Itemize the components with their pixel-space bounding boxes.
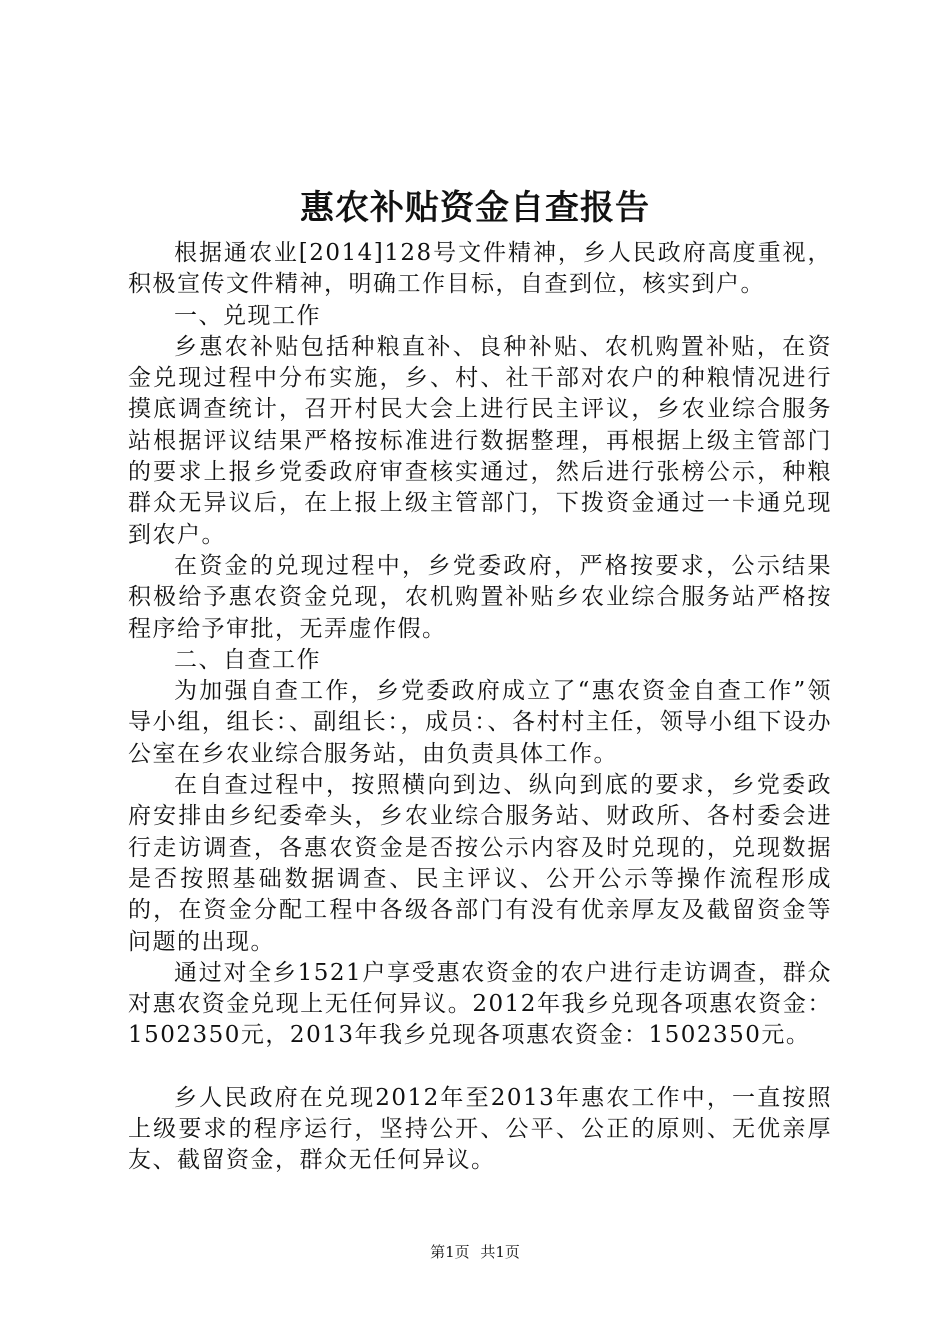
page-total: 共1页 xyxy=(480,1243,520,1261)
section-heading-redemption: 一、兑现工作 xyxy=(174,302,321,329)
paragraph-redemption-process: 乡惠农补贴包括种粮直补、良种补贴、农机购置补贴，在资金兑现过程中分布实施，乡、村、社干部对农户的种粮情况进行摸底调查统计，召开村民大会上进行民主评议，乡农业综合服务站根据评议结果严格按标准进行数据整理，再根据上级主管部门的要求上报乡党委政府审查核实通过，然后进行张榜公示，种粮群众无异议后，在上报上级主管部门，下拨资金通过一卡通兑现到农户。 xyxy=(128,333,832,548)
section-heading-self-check: 二、自查工作 xyxy=(174,646,321,673)
paragraph-conclusion: 乡人民政府在兑现2012年至2013年惠农工作中，一直按照上级要求的程序运行，坚持公开、公平、公正的原则、无优亲厚友、截留资金，群众无任何异议。 xyxy=(128,1084,832,1174)
paragraph-leadership-group: 为加强自查工作，乡党委政府成立了“惠农资金自查工作”领导小组，组长：、副组长：，成员：、各村村主任，领导小组下设办公室在乡农业综合服务站，由负责具体工作。 xyxy=(128,678,832,767)
paragraph-redemption-oversight: 在资金的兑现过程中，乡党委政府，严格按要求，公示结果积极给予惠农资金兑现，农机购置补贴乡农业综合服务站严格按程序给予审批，无弄虚作假。 xyxy=(128,552,832,642)
document-title: 惠农补贴资金自查报告 xyxy=(300,188,650,228)
page-footer xyxy=(0,1242,950,1262)
paragraph-self-check-process: 在自查过程中，按照横向到边、纵向到底的要求，乡党委政府安排由乡纪委牵头，乡农业综合服务站、财政所、各村委会进行走访调查，各惠农资金是否按公示内容及时兑现的，兑现数据是否按照基础数据调查、民主评议、公开公示等操作流程形成的，在资金分配工程中各级各部门有没有优亲厚友及截留资金等问题的出现。 xyxy=(128,772,832,955)
paragraph-intro: 根据通农业[2014]128号文件精神，乡人民政府高度重视，积极宣传文件精神，明确工作目标，自查到位，核实到户。 xyxy=(128,240,832,298)
document-body xyxy=(128,238,832,1177)
paragraph-spacer xyxy=(128,1052,832,1083)
page-number: 第1页 xyxy=(430,1243,470,1261)
paragraph-survey-results: 通过对全乡1521户享受惠农资金的农户进行走访调查，群众对惠农资金兑现上无任何异议。2012年我乡兑现各项惠农资金：1502350元，2013年我乡兑现各项惠农资金：1502350元。 xyxy=(128,959,832,1049)
